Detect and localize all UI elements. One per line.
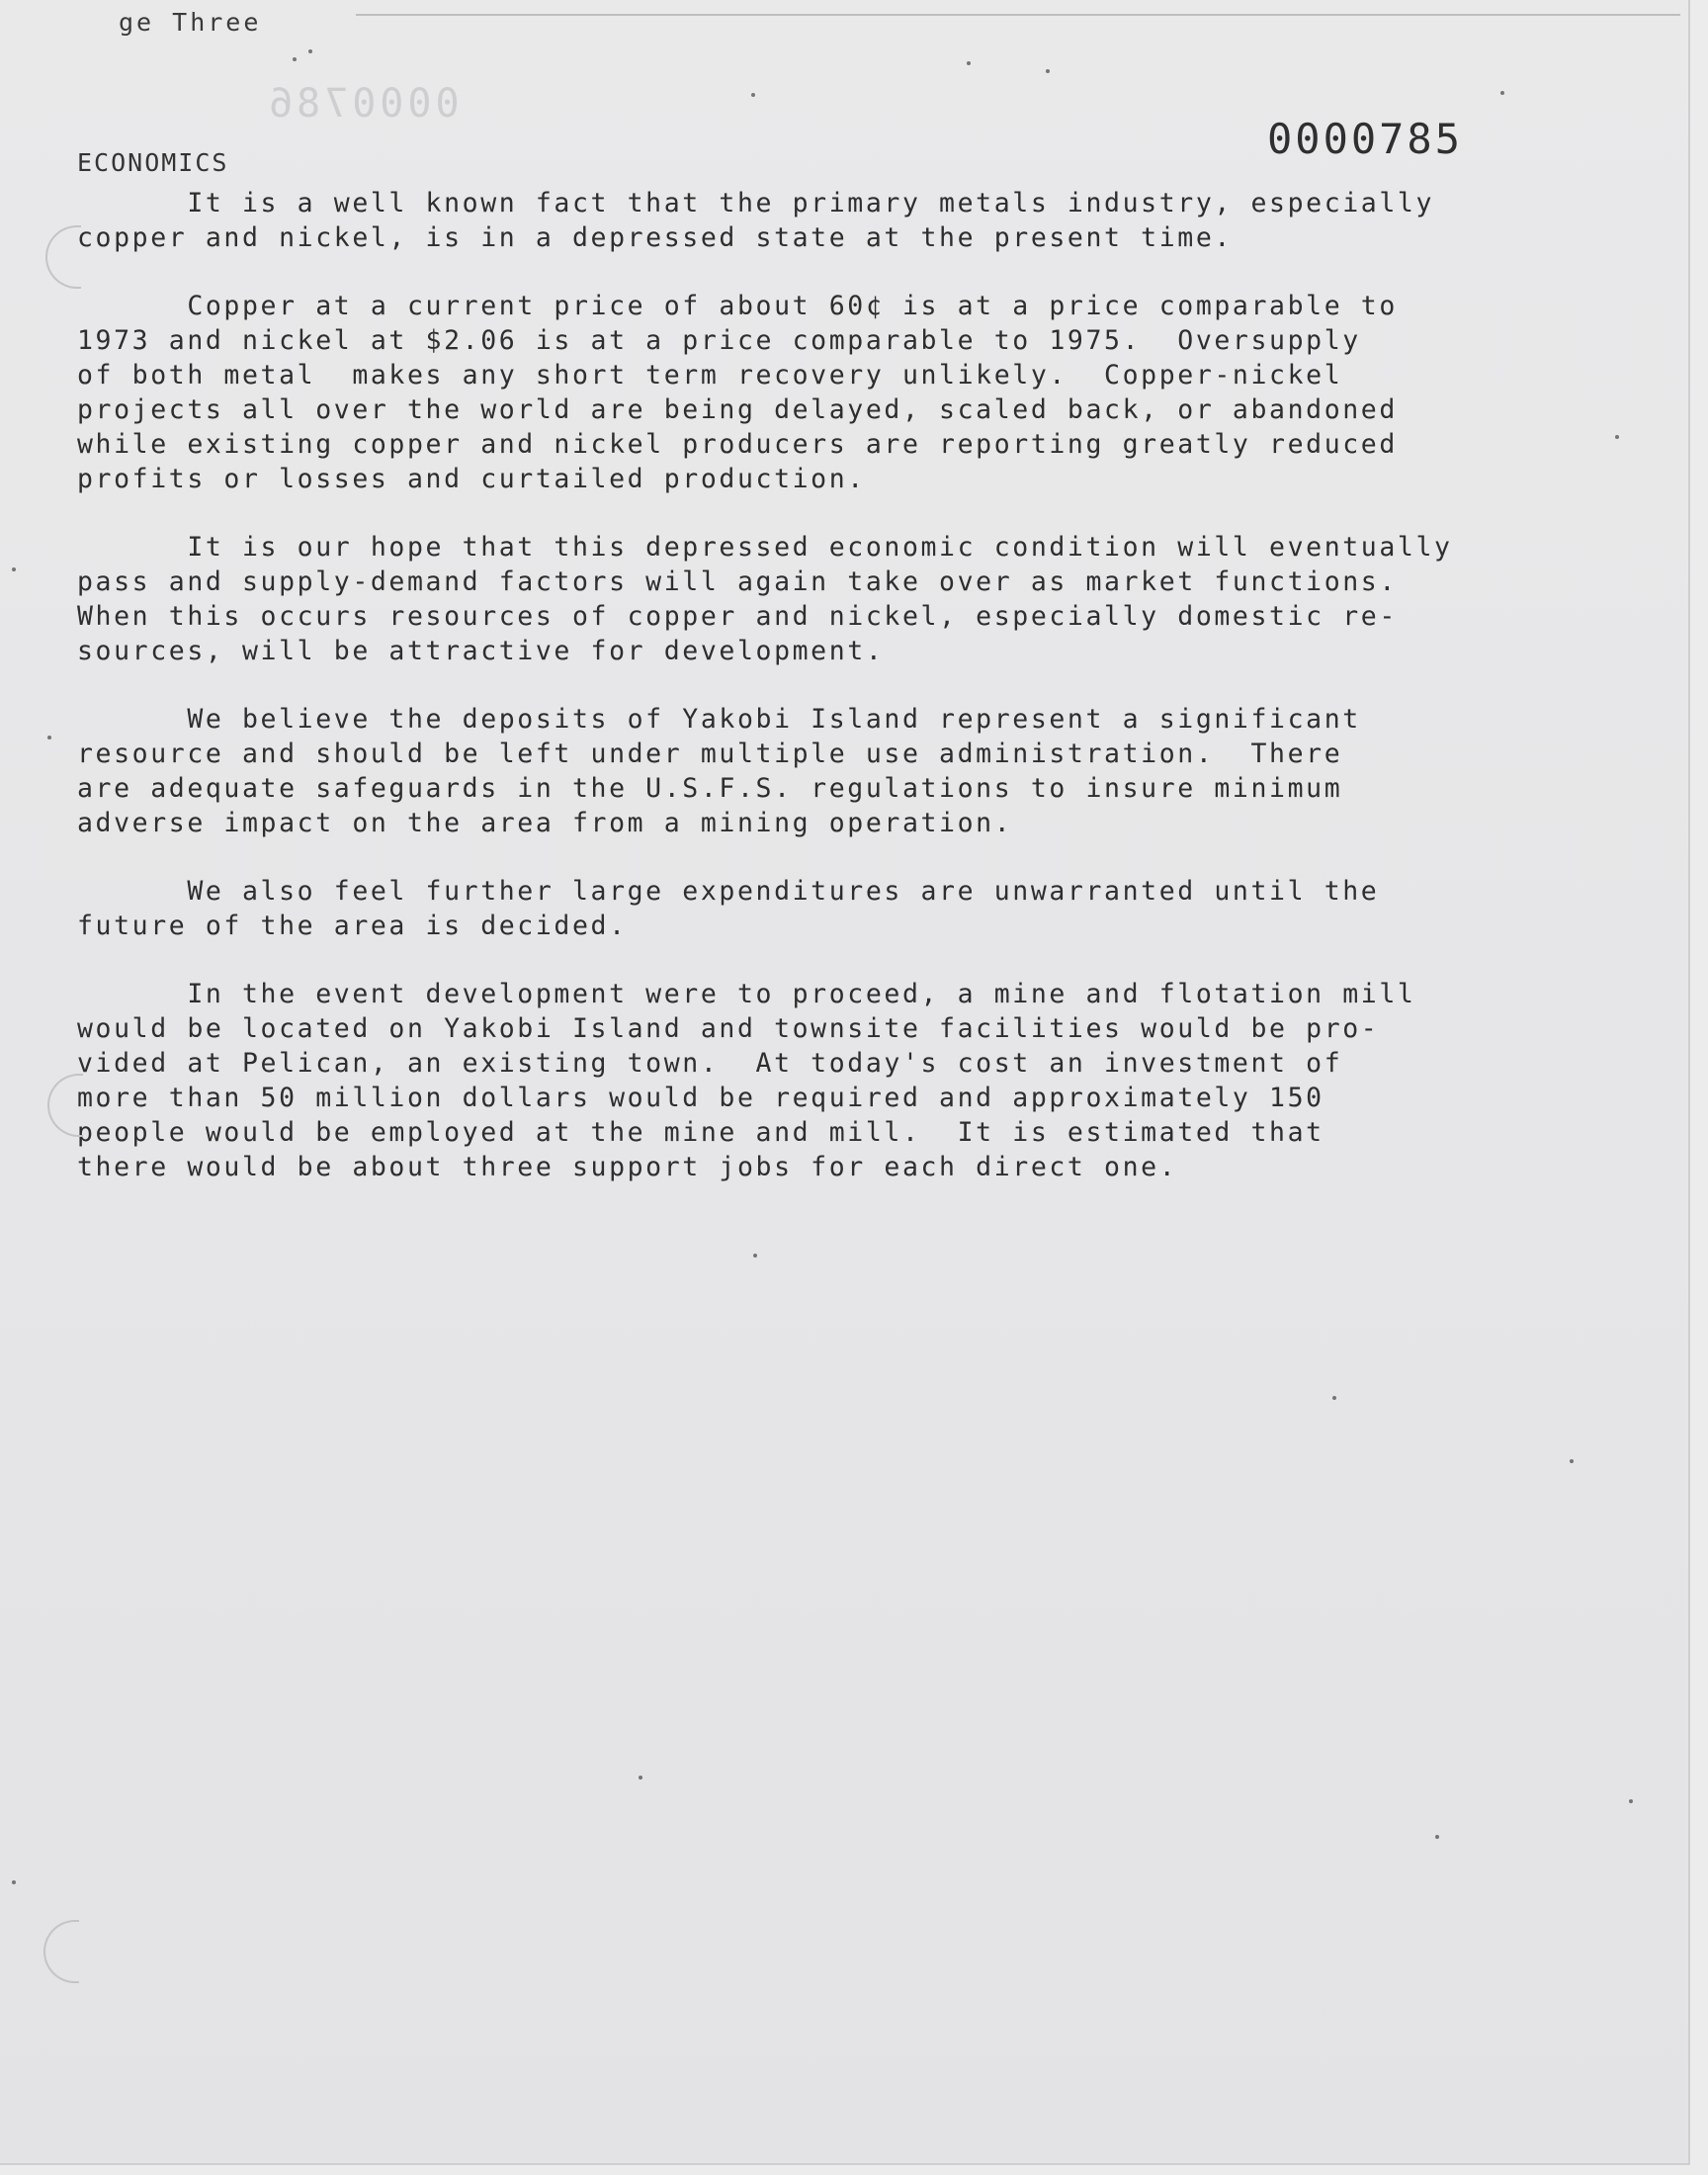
scan-speck	[12, 567, 16, 571]
paragraph-6: In the event development were to proceed, a mine and flotation mill would be located on Yakobi Island and townsite facilities would be pro- vided at Pelican, an existing town. At today's cost an investment of more than 50 million dollars would be required and approximately 150 people would be employed at the mine and mill. It is estimated that there would be about three support jobs for each direct one.	[77, 979, 1416, 1182]
scan-speck	[1046, 69, 1050, 73]
scan-speck	[751, 93, 755, 97]
paragraph-2: Copper at a current price of about 60¢ is at a price comparable to 1973 and nickel at $2.06 is at a price comparable to 1975. Oversupply of both metal makes any short term recovery unlikely. Copper-nickel projects all over the world are being delayed, scaled back, or abandoned while existing copper and nickel producers are reporting greatly reduced profits or losses and curtailed production.	[77, 291, 1398, 494]
scan-speck	[1435, 1835, 1439, 1839]
scan-speck	[293, 57, 297, 61]
scan-speck	[1570, 1459, 1574, 1463]
punch-hole-mark	[45, 225, 81, 289]
scan-speck	[1629, 1799, 1633, 1803]
scan-speck	[47, 736, 51, 740]
section-heading: ECONOMICS	[77, 148, 229, 177]
page-header: ge Three	[119, 8, 262, 37]
scan-speck	[639, 1776, 642, 1780]
scan-speck	[1332, 1396, 1336, 1400]
scan-speck	[12, 1880, 16, 1884]
paragraph-3: It is our hope that this depressed economic condition will eventually pass and supply-demand factors will again take over as market functions. When this occurs resources of copper and nickel, especially domestic re- sources, will be attractive for development.	[77, 532, 1453, 666]
paragraph-4: We believe the deposits of Yakobi Island represent a significant resource and should be left under multiple use administration. There are adequate safeguards in the U.S.F.S. regulations to insure minimum adverse impact on the area from a mining operation.	[77, 704, 1361, 838]
paragraph-5: We also feel further large expenditures are unwarranted until the future of the area is decided.	[77, 876, 1380, 941]
scan-speck	[1500, 91, 1504, 95]
top-rule	[356, 14, 1680, 16]
punch-hole-mark	[47, 1074, 83, 1137]
scan-speck	[967, 61, 971, 65]
scan-speck	[308, 49, 312, 53]
paragraph-1: It is a well known fact that the primary metals industry, especially copper and nickel, is in a depressed state at the present time.	[77, 188, 1435, 253]
punch-hole-mark	[43, 1920, 79, 1983]
body-text	[77, 186, 1619, 1218]
scan-speck	[753, 1254, 757, 1258]
scan-speck	[1615, 435, 1619, 439]
document-number: 0000785	[1267, 115, 1464, 163]
bleed-through-number: 0000786	[265, 81, 460, 127]
